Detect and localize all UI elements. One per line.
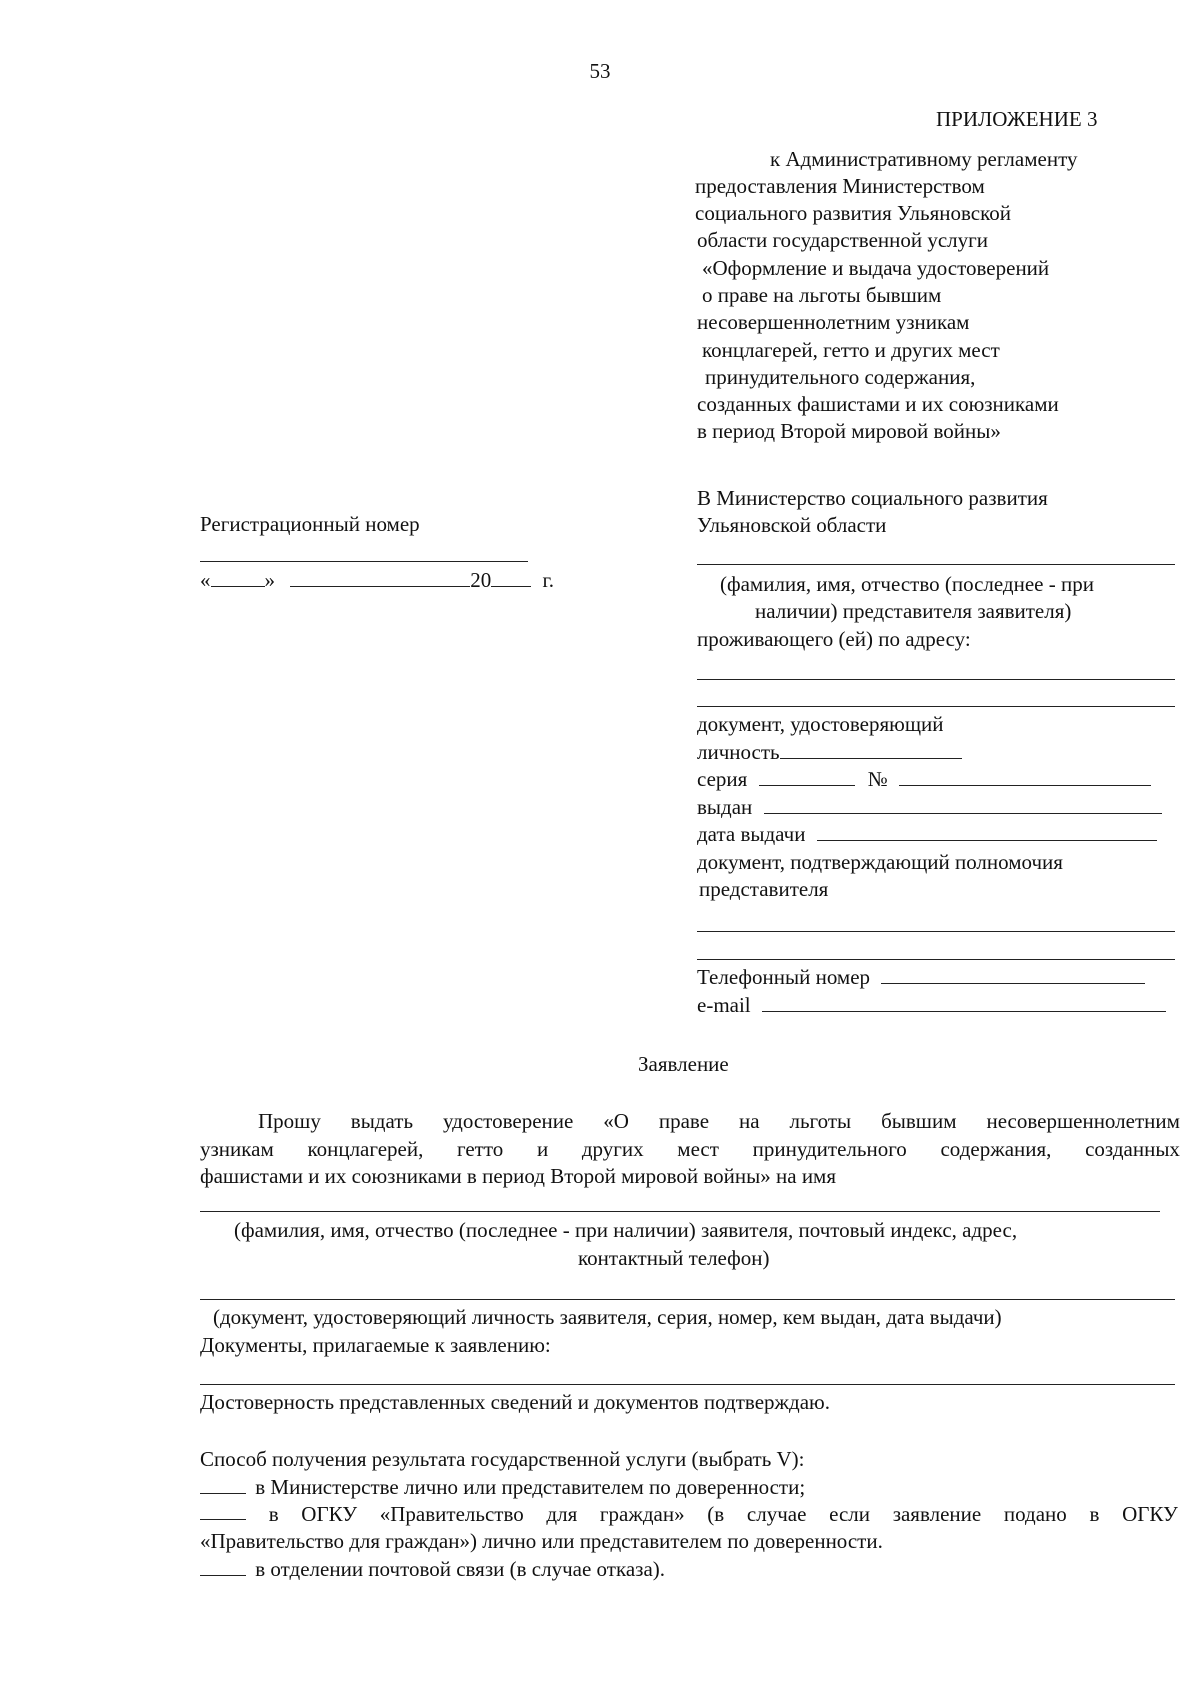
- paragraph-line-2: [200, 1136, 1180, 1162]
- appendix-line: несовершеннолетним узникам: [697, 310, 970, 334]
- registration-label: Регистрационный номер: [200, 512, 420, 536]
- word: «О: [603, 1109, 629, 1133]
- option-1-label: в Министерстве лично или представителем по доверенности;: [255, 1475, 806, 1499]
- issued-field[interactable]: [764, 795, 1162, 814]
- word: случае: [746, 1502, 807, 1526]
- series-field[interactable]: [759, 767, 855, 786]
- registration-day-field[interactable]: [211, 568, 265, 587]
- option-1-checkbox[interactable]: [200, 1475, 246, 1494]
- addressee-line2: Ульяновской области: [697, 513, 887, 537]
- authority-doc-field-2[interactable]: [697, 959, 1175, 960]
- series-label: серия: [697, 767, 748, 791]
- option-3-row: [200, 1556, 665, 1582]
- phone-field[interactable]: [881, 965, 1145, 984]
- residing-label: проживающего (ей) по адресу:: [697, 627, 971, 651]
- word: бывшим: [881, 1109, 957, 1133]
- page-number: 53: [589, 59, 611, 83]
- addressee-line1: В Министерство социального развития: [697, 486, 1048, 510]
- email-label: e-mail: [697, 993, 751, 1017]
- address-field-1[interactable]: [697, 679, 1175, 680]
- address-field-2[interactable]: [697, 706, 1175, 707]
- word: граждан»: [599, 1502, 685, 1526]
- appendix-line: к Административному регламенту: [770, 147, 1078, 171]
- word: в: [268, 1502, 279, 1526]
- word: гетто: [457, 1137, 504, 1161]
- word: мест: [677, 1137, 719, 1161]
- representative-caption-2: наличии) представителя заявителя): [755, 599, 1072, 623]
- series-row: [697, 766, 1151, 792]
- number-field[interactable]: [899, 767, 1151, 786]
- word: на: [738, 1109, 760, 1133]
- word: ОГКУ: [1122, 1502, 1178, 1526]
- id-caption: (документ, удостоверяющий личность заявителя, серия, номер, кем выдан, дата выдачи): [213, 1305, 1002, 1329]
- appendix-line: области государственной услуги: [697, 228, 989, 252]
- authority-doc-field-1[interactable]: [697, 931, 1175, 932]
- issue-date-row: [697, 821, 1157, 847]
- word: выдать: [350, 1109, 414, 1133]
- phone-label: Телефонный номер: [697, 965, 871, 989]
- email-row: [697, 992, 1166, 1018]
- id-document-type-field[interactable]: [780, 740, 962, 759]
- word: ОГКУ: [301, 1502, 358, 1526]
- confirmation-text: Достоверность представленных сведений и документов подтверждаю.: [200, 1390, 830, 1414]
- registration-number-field[interactable]: [200, 561, 528, 562]
- word: (в: [707, 1502, 725, 1526]
- word: и: [536, 1137, 549, 1161]
- word: праве: [658, 1109, 710, 1133]
- word: узникам: [200, 1137, 274, 1161]
- applicant-id-field[interactable]: [200, 1299, 1175, 1300]
- phone-row: [697, 964, 1145, 990]
- option-3-label: в отделении почтовой связи (в случае отказа).: [255, 1557, 666, 1581]
- word: в: [1089, 1502, 1100, 1526]
- id-document-label-2: личность: [697, 740, 780, 764]
- word: Прошу: [258, 1109, 321, 1133]
- paragraph-line-3: фашистами и их союзниками в период Второй мировой войны» на имя: [200, 1164, 837, 1188]
- application-title: Заявление: [638, 1052, 729, 1076]
- representative-caption-1: (фамилия, имя, отчество (последнее - при: [720, 572, 1094, 596]
- applicant-caption-2: контактный телефон): [578, 1246, 770, 1270]
- attached-docs-label: Документы, прилагаемые к заявлению:: [200, 1333, 551, 1357]
- representative-name-field[interactable]: [697, 564, 1175, 565]
- word: несовершеннолетним: [986, 1109, 1180, 1133]
- word: других: [581, 1137, 644, 1161]
- appendix-line: созданных фашистами и их союзниками: [697, 392, 1059, 416]
- appendix-line: принудительного содержания,: [705, 365, 976, 389]
- appendix-line: «Оформление и выдача удостоверений: [702, 256, 1050, 280]
- word: созданных: [1085, 1137, 1180, 1161]
- word: «Правительство: [379, 1502, 524, 1526]
- word: содержания,: [940, 1137, 1052, 1161]
- appendix-line: о праве на льготы бывшим: [702, 283, 942, 307]
- word: льготы: [789, 1109, 852, 1133]
- option-2-line-2: «Правительство для граждан») лично или представителем по доверенности.: [200, 1529, 883, 1553]
- word: для: [546, 1502, 578, 1526]
- registration-month-field[interactable]: [290, 568, 470, 587]
- date-close-quote: »: [264, 568, 275, 592]
- issue-date-field[interactable]: [817, 822, 1157, 841]
- option-3-checkbox[interactable]: [200, 1557, 246, 1576]
- paragraph-line-1: [258, 1108, 1180, 1134]
- appendix-line: концлагерей, гетто и других мест: [702, 338, 1000, 362]
- registration-date-row: [200, 567, 554, 593]
- date-open-quote: «: [200, 568, 211, 592]
- id-document-label-1: документ, удостоверяющий: [697, 712, 944, 736]
- option-1-row: [200, 1474, 805, 1500]
- word: удостоверение: [442, 1109, 574, 1133]
- attached-docs-field[interactable]: [200, 1384, 1175, 1385]
- issued-label: выдан: [697, 795, 753, 819]
- id-document-row: [697, 739, 962, 765]
- authority-doc-label-2: представителя: [699, 877, 829, 901]
- authority-doc-label-1: документ, подтверждающий полномочия: [697, 850, 1063, 874]
- word: принудительного: [752, 1137, 907, 1161]
- issue-date-label: дата выдачи: [697, 822, 806, 846]
- registration-year-field[interactable]: [491, 568, 531, 587]
- option-2-checkbox[interactable]: [200, 1501, 246, 1520]
- issued-row: [697, 794, 1162, 820]
- word: если: [829, 1502, 870, 1526]
- appendix-title: ПРИЛОЖЕНИЕ 3: [936, 107, 1098, 131]
- number-sign: №: [867, 767, 888, 791]
- word: заявление: [892, 1502, 982, 1526]
- option-2-row: [200, 1501, 1178, 1527]
- word: концлагерей,: [307, 1137, 424, 1161]
- applicant-caption-1: (фамилия, имя, отчество (последнее - при наличии) заявителя, почтовый индекс, адрес,: [234, 1218, 1018, 1242]
- appendix-line: в период Второй мировой войны»: [697, 419, 1001, 443]
- year-prefix: 20: [470, 568, 492, 592]
- method-title: Способ получения результата государственной услуги (выбрать V):: [200, 1447, 805, 1471]
- word: подано: [1003, 1502, 1067, 1526]
- appendix-line: социального развития Ульяновской: [695, 201, 1011, 225]
- year-suffix: г.: [542, 568, 554, 592]
- applicant-name-field[interactable]: [200, 1211, 1160, 1212]
- appendix-line: предоставления Министерством: [695, 174, 985, 198]
- email-field[interactable]: [762, 993, 1166, 1012]
